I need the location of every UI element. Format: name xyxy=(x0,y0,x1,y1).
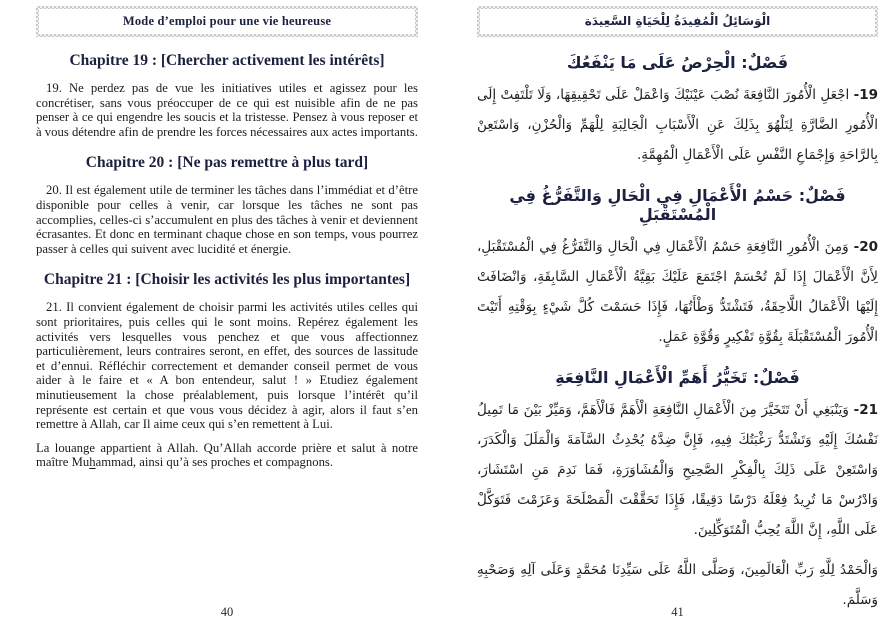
fasl-3-paragraph xyxy=(477,395,878,545)
paragraph-number-20: 20- xyxy=(853,239,879,255)
paragraph-text-19: اجْعَلِ الْأُمُورَ النَّافِعَةَ نُصْبَ عَيْنَيْكَ وَاعْمَلْ عَلَى تَحْقِيقِهَا، وَلَا تَلْتَفِتْ إِلَى الْأُمُورِ الضَّارَّةِ لِتَلْهُوَ بِذَلِكَ عَنِ الْأَسْبَابِ الْجَالِبَةِ لِلْهَمِّ وَالْحُزْنِ، وَاسْتَعِنْ بِالرَّاحَةِ وَإِجْمَاعِ النَّفْسِ عَلَى الْأَعْمَالِ الْمُهِمَّةِ. xyxy=(477,87,878,163)
closing-paragraph-arabic: وَالْحَمْدُ لِلَّهِ رَبِّ الْعَالَمِينَ، وَصَلَّى اللَّهُ عَلَى سَيِّدِنَا مُحَمَّدٍ وَعَلَى آلِهِ وَصَحْبِهِ وَسَلَّمَ. xyxy=(477,562,878,608)
fasl-2-paragraph xyxy=(477,232,878,352)
running-title-box-inner xyxy=(39,9,415,34)
closing-after: ammad, ainsi qu’à ses proches et compagnons. xyxy=(95,455,334,470)
chapter-20-paragraph: 20. Il est également utile de terminer les tâches dans l’immédiat et d’être disponible pour celles à venir, car lorsque les tâches ne sont pas accomplies, celles-ci s’accumulent en plus des tâches à venir et deviennent écrasantes. Et donc en terminant chaque chose en son temps, vous pourrez passer à celles qui suivent avec lucidité et énergie. xyxy=(36,183,418,256)
chapter-21-heading: Chapitre 21 : [Choisir les activités les plus importantes] xyxy=(43,271,411,289)
page-right-arabic xyxy=(447,0,894,634)
fasl-1-heading: فَصْلٌ: الْحِرْصُ عَلَى مَا يَنْفَعُكَ xyxy=(566,53,789,72)
running-title-arabic: الْوَسَائِلُ الْمُفِيدَةُ لِلْحَيَاةِ السَّعِيدَة xyxy=(584,14,771,28)
fasl-1-paragraph xyxy=(477,80,878,170)
paragraph-text-20: وَمِنَ الْأُمُورِ النَّافِعَةِ حَسْمُ الْأَعْمَالِ فِي الْحَالِ وَالتَّفَرُّغُ فِي الْمُسْتَقْبَلِ، لِأَنَّ الْأَعْمَالَ إِذَا لَمْ تُحْسَمْ اجْتَمَعَ عَلَيْكَ بَقِيَّةُ الْأَعْمَالِ السَّابِقَةِ، وَانْضَافَتْ إِلَيْهَا الْأَعْمَالُ اللَّاحِقَةُ، فَتَشْتَدُّ وَطْأَتُهَا، فَإِذَا حَسَمْتَ كُلَّ شَيْءٍ بِوَقْتِهِ أَتَيْتَ الْأُمُورَ الْمُسْتَقْبَلَةَ بِقُوَّةِ تَفْكِيرٍ وَقُوَّةِ عَمَلٍ. xyxy=(477,239,878,345)
page-number-left: 40 xyxy=(220,605,234,619)
closing-underlined-letter: h xyxy=(89,455,96,470)
closing-before: La louange appartient à Allah. Qu’Allah accorde prière et salut à notre maître Mu xyxy=(36,440,418,470)
chapter-19-paragraph: 19. Ne perdez pas de vue les initiatives utiles et agissez pour les concrétiser, sans vous préoccuper de ce qui est nuisible afin de ne pas penser à ce qui engendre les soucis et la tristesse. Pensez à vous reposer et à vous détendre afin de prendre les forces nécessaires aux actes importants. xyxy=(36,81,418,139)
running-title-box xyxy=(36,6,418,37)
running-title-box-inner xyxy=(480,9,875,34)
fasl-3-heading: فَصْلٌ: تَخَيُّرُ أَهَمِّ الْأَعْمَالِ النَّافِعَةِ xyxy=(555,368,800,387)
paragraph-text-21: وَيَنْبَغِي أَنْ تَتَخَيَّرَ مِنَ الْأَعْمَالِ النَّافِعَةِ الْأَهَمَّ فَالْأَهَمَّ، وَمَيِّزْ بَيْنَ مَا تَمِيلُ نَفْسُكَ إِلَيْهِ وَتَشْتَدُّ رَغْبَتُكَ فِيهِ، فَإِنَّ ضِدَّهُ يُحْدِثُ السَّآمَةَ وَالْمَلَلَ وَالْكَدَرَ، وَاسْتَعِنْ عَلَى ذَلِكَ بِالْفِكْرِ الصَّحِيحِ وَالْمُشَاوَرَةِ، فَمَا نَدِمَ مَنِ اسْتَشَارَ، وَادْرُسْ مَا تُرِيدُ فِعْلَهُ دَرْسًا دَقِيقًا، فَإِذَا تَحَقَّقْتَ الْمَصْلَحَةَ وَعَزَمْتَ فَتَوَكَّلْ عَلَى اللَّهِ، إِنَّ اللَّهَ يُحِبُّ الْمُتَوَكِّلِينَ. xyxy=(477,402,878,538)
chapter-19-heading: Chapitre 19 : [Chercher activement les intérêts] xyxy=(69,52,385,69)
paragraph-number-21: 21- xyxy=(853,402,878,418)
running-title-french: Mode d’emploi pour une vie heureuse xyxy=(122,14,332,28)
chapter-20-heading: Chapitre 20 : [Ne pas remettre à plus tard] xyxy=(85,154,369,172)
page-number-right: 41 xyxy=(671,605,684,619)
fasl-2-heading: فَصْلٌ: حَسْمُ الْأَعْمَالِ فِي الْحَالِ وَالتَّفَرُّغُ فِي الْمُسْتَقْبَلِ xyxy=(509,186,846,224)
closing-paragraph-french xyxy=(36,441,418,470)
chapter-21-paragraph: 21. Il convient également de choisir parmi les activités utiles celles qui sont prioritaires, puis celles qui le sont moins. Repérez également les activités vers lesquelles vous penchez et que vous affectionnez particulièrement, leurs contraires seront, en effet, des sources de lassitude et d’ennui. Réfléchir correctement et demander conseil permet de vous aider à le faire et « A bon entendeur, salut ! » Etudiez également minutieusement la chose préalablement, puis lorsque l’intérêt qu’il représente est certain et que vous vous décidez à agir, alors il faut s’en remettre à Allah, car Il aime ceux qui s’en remettent à Lui. xyxy=(36,300,418,432)
running-title-box xyxy=(477,6,878,37)
paragraph-number-19: 19- xyxy=(853,87,879,103)
